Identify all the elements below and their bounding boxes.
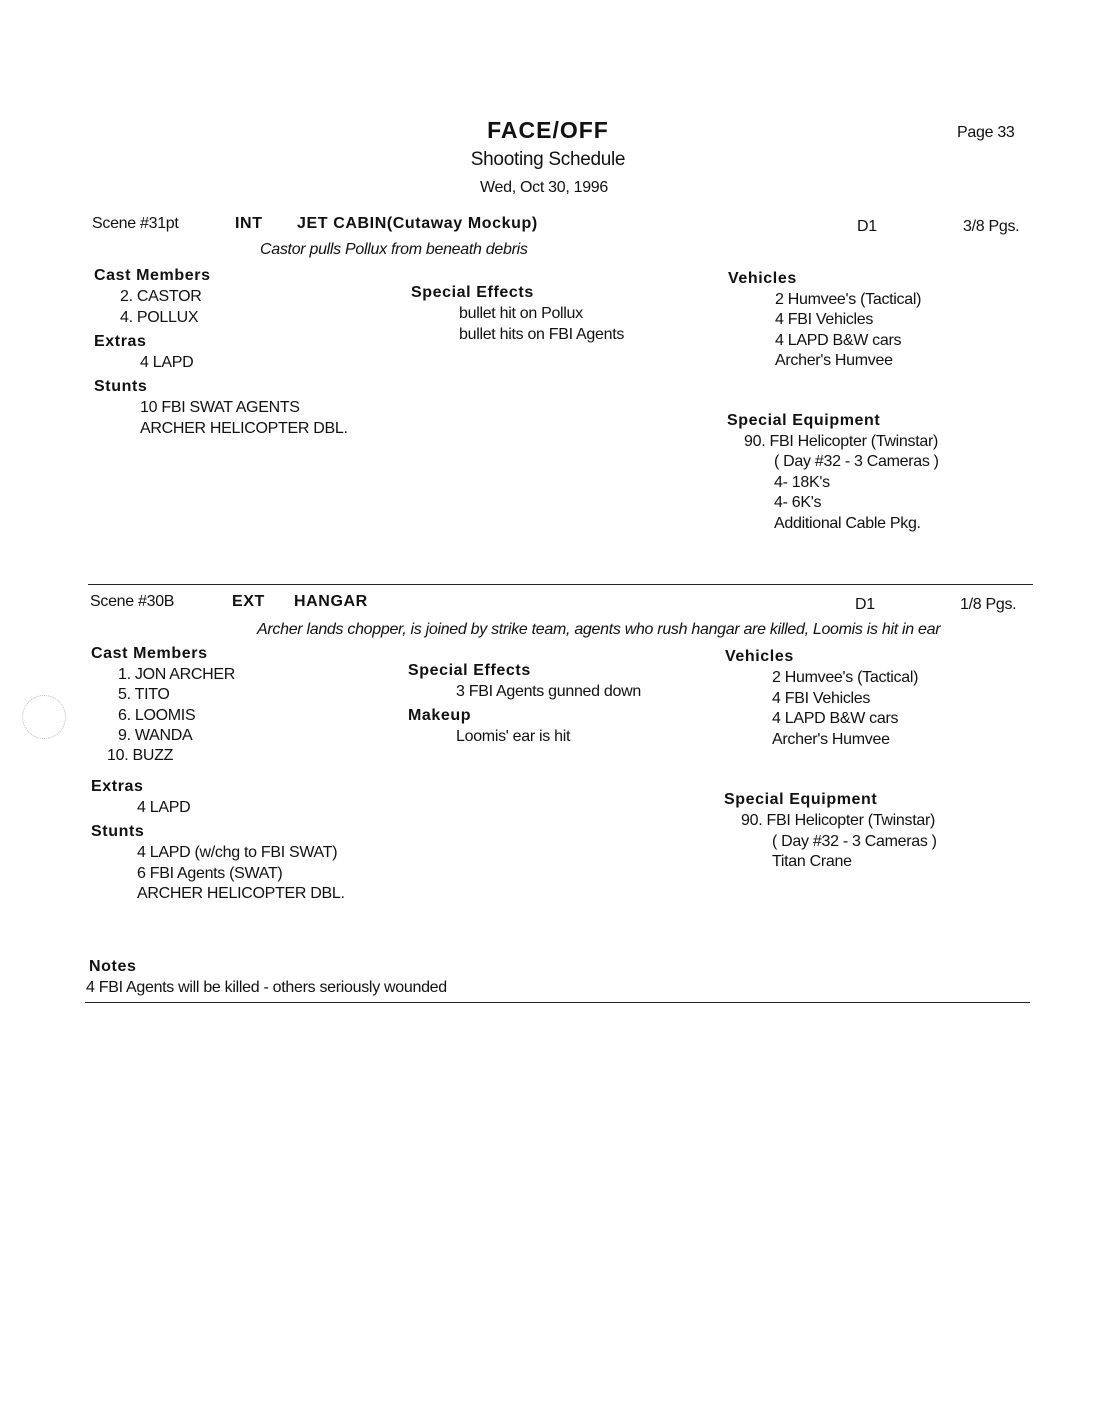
- extras-item: 4 LAPD: [140, 354, 194, 371]
- cast-item: 10. BUZZ: [107, 747, 174, 765]
- sfx-item: bullet hit on Pollux: [459, 305, 583, 322]
- equipment-item: ( Day #32 - 3 Cameras ): [774, 453, 939, 471]
- vehicle-item: 2 Humvee's (Tactical): [772, 669, 919, 686]
- doc-subtitle: Shooting Schedule: [470, 149, 626, 170]
- stunts-item: 6 FBI Agents (SWAT): [137, 864, 283, 882]
- scene-number: Scene #31pt: [92, 215, 179, 232]
- section-heading: Special Effects: [411, 284, 534, 301]
- equipment-item: Titan Crane: [772, 853, 852, 870]
- sfx-item: 3 FBI Agents gunned down: [456, 683, 641, 700]
- section-heading: Extras: [94, 333, 147, 350]
- section-heading: Stunts: [91, 823, 145, 840]
- equipment-item: Additional Cable Pkg.: [774, 514, 921, 532]
- stunts-item: ARCHER HELICOPTER DBL.: [137, 885, 345, 902]
- cast-item: 1. JON ARCHER: [118, 666, 236, 683]
- stunts-item: 10 FBI SWAT AGENTS: [140, 399, 300, 416]
- day: D1: [857, 218, 877, 235]
- synopsis: Castor pulls Pollux from beneath debris: [260, 241, 528, 258]
- section-heading: Cast Members: [91, 645, 208, 662]
- extras-item: 4 LAPD: [137, 799, 191, 816]
- section-heading: Stunts: [94, 378, 148, 395]
- notes-text: 4 FBI Agents will be killed - others seriously wounded: [86, 979, 447, 996]
- int-ext: INT: [235, 215, 263, 232]
- section-heading: Special Equipment: [724, 791, 878, 808]
- section-heading: Vehicles: [725, 648, 794, 665]
- set-name: HANGAR: [294, 593, 368, 610]
- scene-number: Scene #30B: [90, 593, 175, 610]
- cast-item: 5. TITO: [118, 686, 170, 704]
- vehicle-item: Archer's Humvee: [772, 730, 890, 748]
- equipment-item: 4- 6K's: [774, 494, 822, 512]
- vehicle-item: 4 LAPD B&W cars: [775, 331, 902, 349]
- hole-punch-mark: [22, 695, 66, 739]
- section-heading: Vehicles: [728, 270, 797, 287]
- cast-item: 4. POLLUX: [120, 308, 199, 326]
- section-heading: Notes: [89, 958, 137, 975]
- section-heading: Makeup: [408, 707, 472, 724]
- synopsis: Archer lands chopper, is joined by strike team, agents who rush hangar are killed, Loomis is hit in ear: [257, 621, 941, 638]
- divider: [88, 584, 1033, 585]
- vehicle-item: 4 FBI Vehicles: [775, 311, 874, 329]
- doc-title: FACE/OFF: [487, 117, 609, 143]
- page-count: 3/8 Pgs.: [963, 218, 1020, 235]
- cast-item: 2. CASTOR: [120, 288, 202, 305]
- section-heading: Special Effects: [408, 662, 531, 679]
- equipment-item: ( Day #32 - 3 Cameras ): [772, 832, 937, 850]
- equipment-item: 4- 18K's: [774, 473, 830, 491]
- makeup-item: Loomis' ear is hit: [456, 728, 571, 745]
- schedule-date: Wed, Oct 30, 1996: [479, 179, 609, 196]
- sfx-item: bullet hits on FBI Agents: [459, 325, 625, 343]
- vehicle-item: 4 LAPD B&W cars: [772, 710, 899, 727]
- page-count: 1/8 Pgs.: [960, 596, 1017, 613]
- section-heading: Cast Members: [94, 267, 211, 284]
- equipment-item: 90. FBI Helicopter (Twinstar): [744, 433, 939, 450]
- vehicle-item: Archer's Humvee: [775, 352, 893, 370]
- vehicle-item: 4 FBI Vehicles: [772, 689, 871, 707]
- section-heading: Special Equipment: [727, 412, 881, 429]
- vehicle-item: 2 Humvee's (Tactical): [775, 291, 922, 308]
- divider: [85, 1002, 1030, 1003]
- cast-item: 6. LOOMIS: [118, 706, 196, 724]
- cast-item: 9. WANDA: [118, 726, 193, 744]
- stunts-item: ARCHER HELICOPTER DBL.: [140, 420, 348, 437]
- int-ext: EXT: [232, 593, 265, 610]
- equipment-item: 90. FBI Helicopter (Twinstar): [741, 812, 936, 829]
- section-heading: Extras: [91, 778, 144, 795]
- page-number: Page 33: [957, 124, 1015, 141]
- day: D1: [855, 596, 875, 613]
- set-name: JET CABIN(Cutaway Mockup): [297, 215, 538, 232]
- stunts-item: 4 LAPD (w/chg to FBI SWAT): [137, 844, 338, 861]
